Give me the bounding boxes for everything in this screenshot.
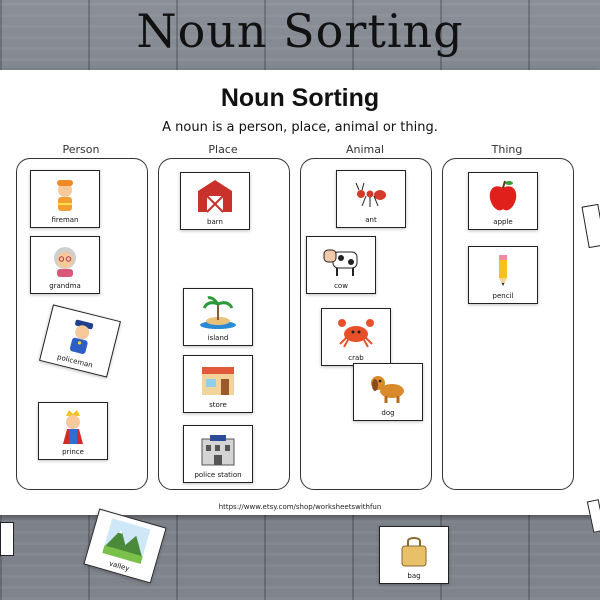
card-grandma[interactable] bbox=[30, 236, 100, 294]
worksheet-subtitle: A noun is a person, place, animal or thing. bbox=[162, 120, 438, 135]
prince-icon bbox=[53, 408, 93, 444]
card-label: dog bbox=[381, 409, 395, 417]
card-label: ant bbox=[365, 216, 377, 224]
island-icon bbox=[198, 294, 238, 330]
column-header-place: Place bbox=[208, 143, 238, 156]
card-valley[interactable] bbox=[83, 508, 166, 583]
card-police-station[interactable] bbox=[183, 425, 253, 483]
ant-icon bbox=[351, 176, 391, 212]
card-dog[interactable] bbox=[353, 363, 423, 421]
card-label: policeman bbox=[56, 353, 94, 370]
card-label: grandma bbox=[49, 282, 81, 290]
card-ant[interactable] bbox=[336, 170, 406, 228]
dog-icon bbox=[368, 369, 408, 405]
cow-icon bbox=[321, 242, 361, 278]
card-label: police station bbox=[194, 471, 242, 479]
card-offscreen-bottom-right bbox=[587, 499, 600, 533]
card-label: pencil bbox=[492, 292, 514, 300]
card-label: fireman bbox=[51, 216, 79, 224]
card-pencil[interactable] bbox=[468, 246, 538, 304]
column-header-animal: Animal bbox=[345, 143, 385, 156]
card-label: crab bbox=[348, 354, 364, 362]
pencil-icon bbox=[483, 252, 523, 288]
crab-icon bbox=[336, 314, 376, 350]
card-label: island bbox=[207, 334, 229, 342]
card-apple[interactable] bbox=[468, 172, 538, 230]
card-label: barn bbox=[207, 218, 223, 226]
barn-icon bbox=[195, 178, 235, 214]
card-label: apple bbox=[493, 218, 513, 226]
policeman-icon bbox=[57, 314, 105, 359]
bag-icon bbox=[394, 532, 434, 568]
card-label: valley bbox=[108, 559, 131, 573]
card-fireman[interactable] bbox=[30, 170, 100, 228]
card-label: prince bbox=[62, 448, 84, 456]
card-label: bag bbox=[407, 572, 421, 580]
store-icon bbox=[198, 361, 238, 397]
card-label: store bbox=[209, 401, 227, 409]
card-offscreen-left bbox=[0, 522, 14, 556]
card-island[interactable] bbox=[183, 288, 253, 346]
valley-icon bbox=[102, 518, 150, 564]
column-header-person: Person bbox=[62, 143, 100, 156]
card-barn[interactable] bbox=[180, 172, 250, 230]
apple-icon bbox=[483, 178, 523, 214]
card-crab[interactable] bbox=[321, 308, 391, 366]
card-store[interactable] bbox=[183, 355, 253, 413]
card-label: cow bbox=[334, 282, 348, 290]
column-header-thing: Thing bbox=[491, 143, 523, 156]
shop-url: https://www.etsy.com/shop/worksheetswithfun bbox=[218, 503, 382, 511]
worksheet-title: Noun Sorting bbox=[220, 84, 380, 112]
card-bag[interactable] bbox=[379, 526, 449, 584]
fireman-icon bbox=[45, 176, 85, 212]
card-prince[interactable] bbox=[38, 402, 108, 460]
banner-title: Noun Sorting bbox=[136, 4, 464, 58]
grandma-icon bbox=[45, 242, 85, 278]
card-cow[interactable] bbox=[306, 236, 376, 294]
police-station-icon bbox=[198, 431, 238, 467]
